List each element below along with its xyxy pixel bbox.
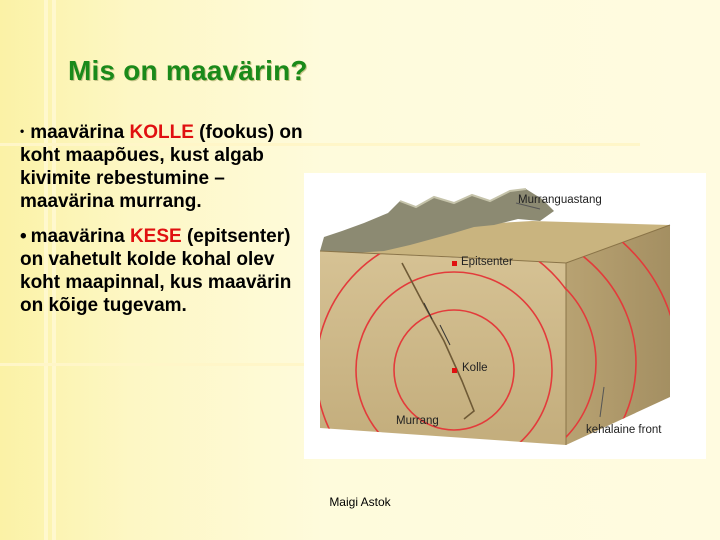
bullet-highlight: KOLLE <box>129 122 194 143</box>
bullet-text-end: (epitsenter) on vahetult kolde kohal olev koht maapinnal, kus maavärin on kõige tugevam. <box>20 226 292 316</box>
bullet-marker: • <box>20 226 27 247</box>
bullet-item-focus <box>20 120 305 213</box>
focus-point <box>452 368 457 373</box>
bullet-text-end: (fookus) on koht maapõues, kust algab kivimite rebestumine – maavärina murrang. <box>20 122 303 212</box>
label-fault: Murrang <box>396 415 439 427</box>
slide-title: Mis on maavärin? <box>68 55 308 86</box>
bullet-list <box>20 120 305 329</box>
bullet-marker: • <box>20 124 25 138</box>
bullet-highlight: KESE <box>129 226 182 247</box>
earthquake-block-svg <box>304 173 706 459</box>
bullet-text-start: maavärina <box>30 226 130 247</box>
epicenter-point <box>452 261 457 266</box>
label-scarp: Murranguastang <box>518 194 602 206</box>
block-front-face <box>320 251 566 445</box>
earthquake-diagram <box>304 173 706 459</box>
block-side-face <box>566 225 670 445</box>
slide-footer: Maigi Astok <box>329 495 391 509</box>
bullet-text-start: maavärina <box>30 122 130 143</box>
bullet-item-epicenter <box>20 225 305 317</box>
label-epicenter: Epitsenter <box>461 256 513 268</box>
label-wavefront: kehalaine front <box>586 424 662 436</box>
label-focus: Kolle <box>462 362 488 374</box>
